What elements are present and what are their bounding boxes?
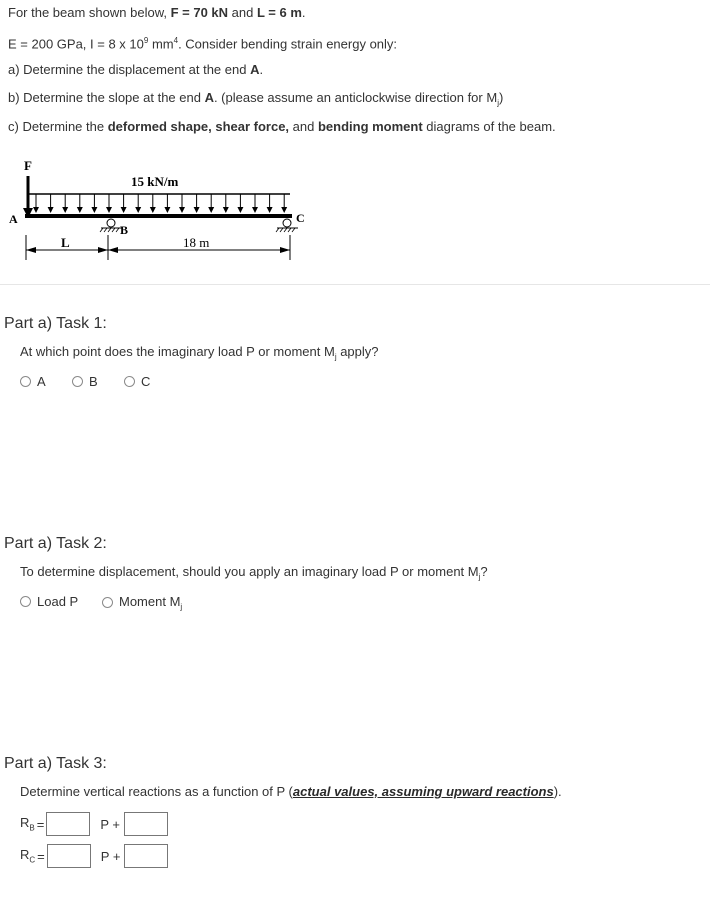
text: R — [20, 847, 30, 863]
udl-arrowhead — [77, 207, 83, 213]
udl-arrowhead — [179, 207, 185, 213]
rb-row — [20, 812, 168, 836]
question-c — [8, 119, 556, 135]
text: diagrams of the beam. — [422, 119, 556, 134]
text: At which point does the imaginary load P or moment M — [20, 344, 335, 359]
exponent: 4 — [173, 36, 179, 45]
load-f-label: F — [24, 158, 32, 173]
udl-arrowhead — [252, 207, 258, 213]
exponent: 9 — [143, 36, 149, 45]
equals-sign: = — [36, 816, 45, 832]
udl-arrowhead — [91, 207, 97, 213]
text: Moment M — [119, 594, 181, 609]
subscript: C — [29, 855, 36, 865]
support-b-pin — [107, 219, 115, 227]
p-plus-label: P + — [100, 848, 121, 864]
text: For the beam shown below, — [8, 5, 171, 20]
task3-title: Part a) Task 3: — [4, 755, 107, 772]
point-label: A — [250, 62, 260, 77]
option-label: Load P — [37, 594, 79, 609]
task1-title: Part a) Task 1: — [4, 315, 107, 332]
support-c-hatch — [276, 228, 295, 232]
length-value: L = 6 m — [256, 5, 302, 20]
task2-option-load[interactable] — [20, 594, 78, 609]
task1-option-a[interactable] — [20, 374, 46, 389]
problem-line-1 — [8, 5, 306, 21]
text: . — [259, 62, 264, 77]
text: ). — [553, 784, 562, 799]
rc-constant-input[interactable] — [124, 844, 168, 868]
point-a-label: A — [9, 212, 18, 226]
text: a) Determine the displacement at the end — [8, 62, 251, 77]
rb-label — [20, 815, 35, 833]
problem-line-2 — [8, 33, 397, 52]
option-label — [119, 594, 182, 612]
radio-icon[interactable] — [124, 376, 135, 387]
distributed-load-label: 15 kN/m — [131, 174, 179, 189]
task1-option-c[interactable] — [124, 374, 150, 389]
udl-arrowhead — [106, 207, 112, 213]
text: . — [301, 5, 306, 20]
note-link[interactable]: actual values, assuming upward reactions — [292, 784, 554, 799]
text: b) Determine the slope at the end — [8, 90, 205, 105]
udl-arrowhead — [237, 207, 243, 213]
rc-coefficient-input[interactable] — [47, 844, 91, 868]
distributed-load-arrows — [33, 194, 287, 213]
text: . Consider bending strain energy only: — [178, 36, 398, 52]
text: ) — [498, 90, 504, 105]
option-label: C — [141, 374, 151, 389]
text: c) Determine the — [8, 119, 108, 134]
task2-option-moment[interactable] — [102, 594, 182, 612]
subscript: j — [334, 352, 337, 362]
text: Determine vertical reactions as a function of P ( — [20, 784, 293, 799]
udl-arrowhead — [267, 207, 273, 213]
task2-question — [20, 564, 488, 582]
rb-coefficient-input[interactable] — [46, 812, 90, 836]
udl-arrowhead — [62, 207, 68, 213]
text: and — [228, 5, 257, 20]
point-b-label: B — [120, 223, 129, 237]
option-label: B — [89, 374, 98, 389]
subscript: j — [497, 98, 499, 108]
text: mm — [148, 36, 174, 52]
task1-option-b[interactable] — [72, 374, 98, 389]
text: ? — [480, 564, 488, 579]
text: . (please assume an anticlockwise direction for M — [213, 90, 498, 105]
task3-prompt — [20, 784, 562, 799]
udl-arrowhead — [121, 207, 127, 213]
text: To determine displacement, should you apply an imaginary load P or moment M — [20, 564, 479, 579]
rc-label — [20, 847, 35, 865]
udl-arrowhead — [135, 207, 141, 213]
dim-arrow — [280, 247, 290, 253]
point-label: A — [204, 90, 214, 105]
bold-text: bending moment — [317, 119, 423, 134]
question-b — [8, 90, 503, 112]
option-label: A — [37, 374, 46, 389]
dim-arrow — [108, 247, 118, 253]
radio-icon[interactable] — [20, 596, 31, 607]
p-plus-label: P + — [100, 816, 120, 832]
rb-constant-input[interactable] — [124, 812, 168, 836]
udl-arrowhead — [164, 207, 170, 213]
support-c-roller — [283, 219, 291, 227]
radio-icon[interactable] — [102, 597, 113, 608]
dim-arrow — [98, 247, 108, 253]
point-c-label: C — [296, 211, 305, 225]
udl-arrowhead — [48, 207, 54, 213]
task1-question — [20, 344, 379, 362]
task2-title: Part a) Task 2: — [4, 535, 107, 552]
text: E = 200 GPa, I = 8 x 10 — [8, 36, 144, 52]
subscript: j — [478, 572, 481, 582]
radio-icon[interactable] — [20, 376, 31, 387]
beam — [25, 214, 292, 218]
udl-arrowhead — [150, 207, 156, 213]
udl-arrowhead — [194, 207, 200, 213]
support-b-hatch — [100, 228, 119, 232]
question-a — [8, 62, 263, 78]
force-value: F = 70 kN — [170, 5, 229, 20]
text: and — [289, 119, 318, 134]
udl-arrowhead — [208, 207, 214, 213]
radio-icon[interactable] — [72, 376, 83, 387]
equals-sign: = — [37, 848, 45, 864]
divider — [0, 284, 710, 285]
text: apply? — [336, 344, 379, 359]
bold-text: deformed shape, shear force, — [107, 119, 290, 134]
udl-arrowhead — [281, 207, 287, 213]
dim-arrow — [26, 247, 36, 253]
udl-arrowhead — [33, 207, 39, 213]
dim-span-label: 18 m — [183, 235, 210, 250]
dim-l-label: L — [61, 235, 70, 250]
rc-row — [20, 844, 168, 868]
udl-arrowhead — [223, 207, 229, 213]
subscript: B — [29, 823, 35, 833]
text: R — [20, 815, 30, 831]
beam-diagram — [0, 150, 320, 270]
subscript: j — [180, 602, 183, 612]
